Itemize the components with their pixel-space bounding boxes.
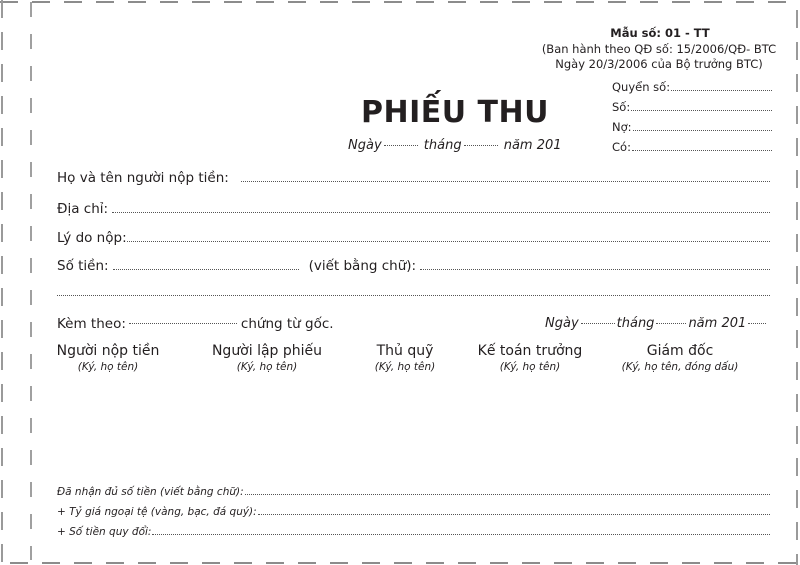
debit-field[interactable] — [612, 120, 772, 134]
amount-label: Số tiền: — [57, 258, 109, 274]
signature-role: Giám đốc — [646, 343, 714, 359]
book-number-label: Quyển số: — [612, 80, 671, 94]
sign-month-label: tháng — [616, 316, 655, 331]
day-input[interactable] — [384, 145, 418, 146]
form-code: Mẫu số: 01 - TT — [610, 26, 710, 40]
signature-role: Người nộp tiền — [56, 343, 160, 359]
payer-name-label: Họ và tên người nộp tiền: — [57, 170, 229, 186]
amount-input[interactable] — [113, 269, 299, 270]
signature-director — [612, 343, 748, 373]
voucher-number-label: Số: — [612, 100, 631, 114]
signature-role: Thủ quỹ — [376, 343, 434, 359]
book-number-input[interactable] — [671, 80, 772, 91]
signature-note: (Ký, họ tên) — [499, 361, 561, 373]
exchange-rate-label: + Tỷ giá ngoại tệ (vàng, bạc, đá quý): — [57, 506, 257, 518]
sign-day-label: Ngày — [545, 316, 579, 331]
signature-note: (Ký, họ tên) — [77, 361, 139, 373]
signature-role: Kế toán trưởng — [477, 343, 583, 359]
amount-words-label: (viết bằng chữ): — [308, 258, 417, 274]
reason-input[interactable] — [127, 241, 770, 242]
sign-year-label: năm 201 — [688, 316, 747, 331]
issue-date-line — [348, 138, 562, 153]
signature-cashier — [360, 343, 450, 373]
left-cut-line — [1, 0, 3, 565]
received-amount-input[interactable] — [245, 494, 770, 495]
decree-reference — [530, 42, 788, 72]
bottom-cut-line — [10, 562, 800, 564]
signature-note: (Ký, họ tên, đóng dấu) — [621, 361, 739, 373]
received-amount-field[interactable] — [57, 486, 770, 498]
credit-label: Có: — [612, 140, 631, 154]
amount-words-input[interactable] — [420, 269, 770, 270]
document-title: PHIẾU THU — [361, 95, 549, 130]
reason-label: Lý do nộp: — [57, 230, 127, 246]
amount-words-continuation[interactable] — [57, 284, 770, 300]
credit-field[interactable] — [612, 140, 772, 154]
reason-field[interactable] — [57, 230, 770, 246]
payer-name-field[interactable] — [57, 170, 770, 186]
converted-amount-label: + Số tiền quy đổi: — [57, 526, 152, 538]
amount-field[interactable] — [57, 258, 770, 274]
month-input[interactable] — [464, 145, 498, 146]
decree-line-2: Ngày 20/3/2006 của Bộ trưởng BTC) — [555, 57, 763, 71]
sign-year-input[interactable] — [748, 323, 766, 324]
signature-note: (Ký, họ tên) — [236, 361, 298, 373]
sign-date-line — [545, 316, 768, 331]
address-input[interactable] — [112, 212, 770, 213]
month-label: tháng — [423, 138, 462, 153]
attachments-count-input[interactable] — [129, 323, 237, 324]
exchange-rate-field[interactable] — [57, 506, 770, 518]
voucher-number-input[interactable] — [631, 100, 772, 111]
exchange-rate-input[interactable] — [258, 514, 770, 515]
book-number-field[interactable] — [612, 80, 772, 94]
year-label: năm 201 — [503, 138, 562, 153]
address-field[interactable] — [57, 201, 770, 217]
signature-chief-accountant — [472, 343, 588, 373]
day-label: Ngày — [348, 138, 382, 153]
address-label: Địa chỉ: — [57, 201, 109, 217]
signature-preparer — [206, 343, 328, 373]
credit-input[interactable] — [632, 140, 772, 151]
attachments-suffix: chứng từ gốc. — [240, 316, 334, 332]
decree-line-1: (Ban hành theo QĐ số: 15/2006/QĐ- BTC — [541, 42, 777, 56]
payer-name-input[interactable] — [241, 181, 770, 182]
attachments-field[interactable] — [57, 316, 357, 332]
signature-payer — [52, 343, 164, 373]
converted-amount-field[interactable] — [57, 526, 770, 538]
sign-month-input[interactable] — [656, 323, 686, 324]
converted-amount-input[interactable] — [152, 534, 770, 535]
amount-words-input-line-2[interactable] — [57, 295, 770, 296]
top-cut-line — [0, 1, 800, 3]
signature-note: (Ký, họ tên) — [374, 361, 436, 373]
debit-label: Nợ: — [612, 120, 632, 134]
attachments-label: Kèm theo: — [57, 316, 126, 332]
sign-day-input[interactable] — [581, 323, 615, 324]
right-cut-line — [796, 10, 798, 565]
stub-divider-line — [30, 2, 32, 560]
signature-role: Người lập phiếu — [211, 343, 323, 359]
received-amount-label: Đã nhận đủ số tiền (viết bằng chữ): — [57, 486, 244, 498]
debit-input[interactable] — [633, 120, 772, 131]
voucher-number-field[interactable] — [612, 100, 772, 114]
